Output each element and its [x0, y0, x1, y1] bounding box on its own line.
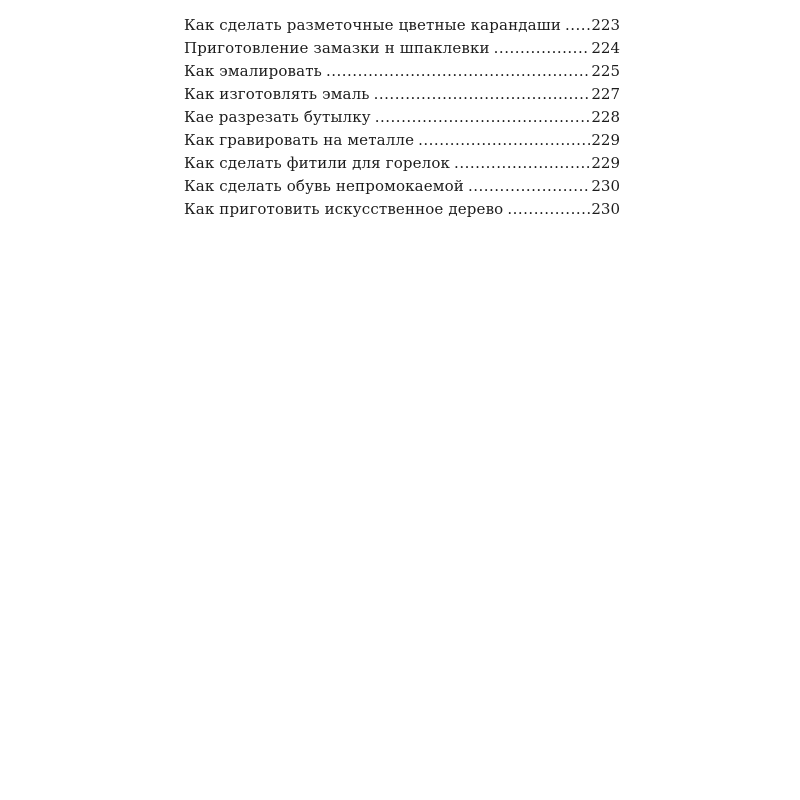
- toc-entry: [184, 60, 620, 83]
- toc-entry-page: 225: [591, 62, 620, 80]
- toc-entry-page: 229: [591, 131, 620, 149]
- dot-leader: [468, 175, 590, 198]
- toc-entry: [184, 129, 620, 152]
- dot-leader: [418, 129, 590, 152]
- dot-leader: [507, 198, 590, 221]
- dot-leader: [375, 106, 591, 129]
- toc-entry-title: Как гравировать на металле: [184, 131, 415, 149]
- toc-entry: [184, 106, 620, 129]
- toc-entry: [184, 152, 620, 175]
- toc-entry-title: Приготовление замазки н шпаклевки: [184, 39, 490, 57]
- toc-entry-title: Как приготовить искусственное дерево: [184, 200, 504, 218]
- toc-entry-title: Как изготовлять эмаль: [184, 85, 370, 103]
- toc-entry-title: Кае разрезать бутылку: [184, 108, 371, 126]
- toc-entry: [184, 175, 620, 198]
- toc-entry-page: 224: [591, 39, 620, 57]
- toc-entry-title: Как сделать фитили для горелок: [184, 154, 451, 172]
- dot-leader: [494, 37, 591, 60]
- dot-leader: [454, 152, 590, 175]
- toc-entry: [184, 37, 620, 60]
- dot-leader: [374, 83, 591, 106]
- dot-leader: [326, 60, 590, 83]
- toc-entry: [184, 83, 620, 106]
- toc-entry: [184, 14, 620, 37]
- toc-entry-page: 227: [591, 85, 620, 103]
- toc-entry-page: 229: [591, 154, 620, 172]
- table-of-contents: [184, 14, 620, 221]
- toc-entry-page: 223: [591, 16, 620, 34]
- toc-entry: [184, 198, 620, 221]
- toc-entry-page: 230: [591, 200, 620, 218]
- toc-entry-page: 228: [591, 108, 620, 126]
- toc-entry-title: Как сделать разметочные цветные карандаши: [184, 16, 561, 34]
- dot-leader: [565, 14, 590, 37]
- toc-entry-page: 230: [591, 177, 620, 195]
- toc-entry-title: Как эмалировать: [184, 62, 322, 80]
- toc-entry-title: Как сделать обувь непромокаемой: [184, 177, 464, 195]
